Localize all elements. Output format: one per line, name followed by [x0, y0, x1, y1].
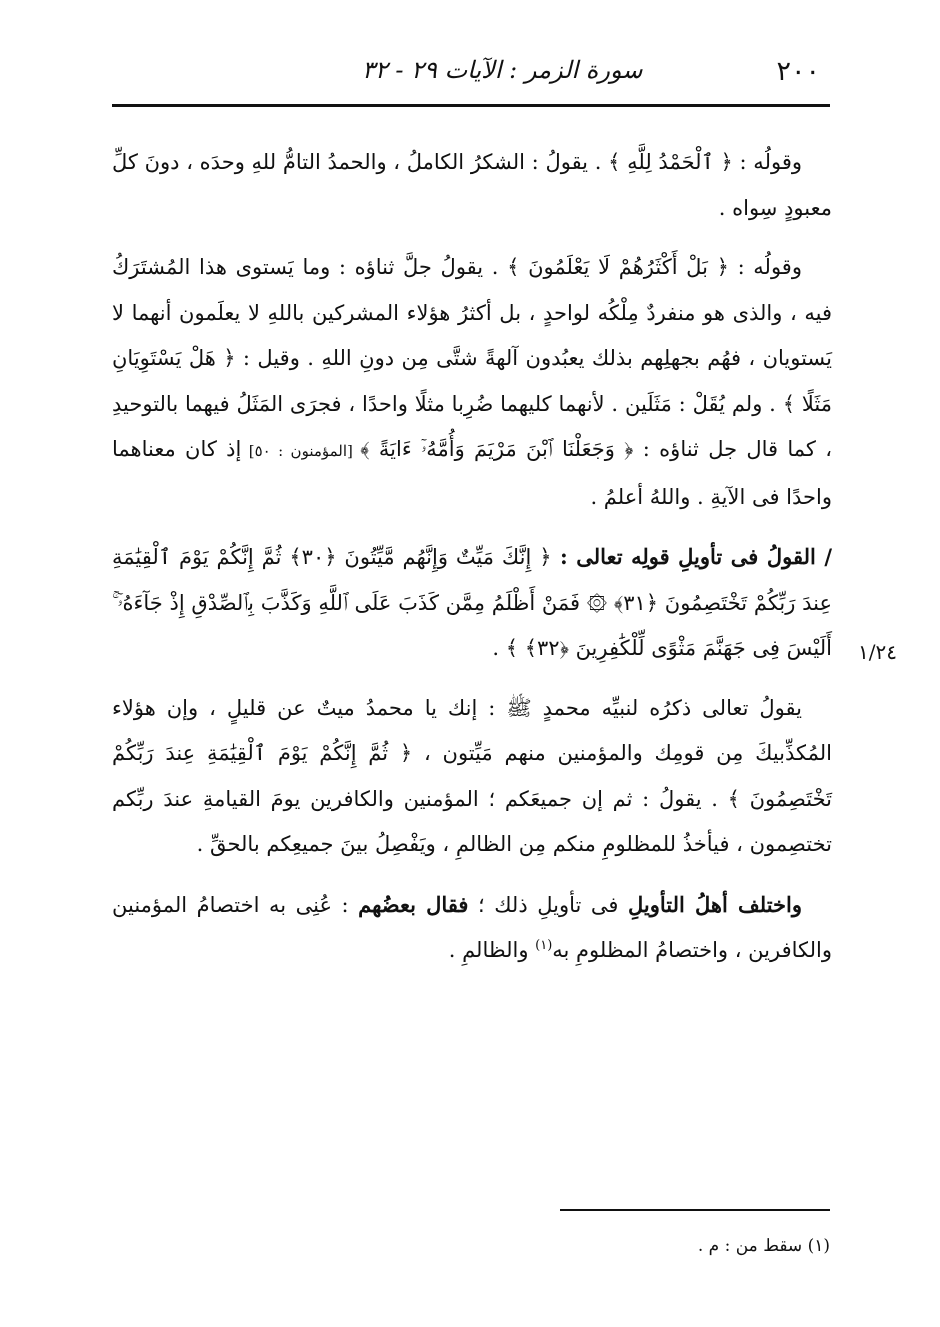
running-title: سورة الزمر : الآيات ٢٩ - ٣٢ [362, 56, 643, 84]
text: والظالمِ . [448, 938, 536, 962]
text: . ولم يُقَلْ : مَثَلَين . لأنهما كليهما ضُرِبا مثلًا واحدًا ، فجرَى المَثَلُ فيهما بالتوحيدِ ، كما قال جل ثناؤه : [112, 391, 832, 461]
page-header [112, 52, 830, 96]
quran-quote: ﴿ بَلْ أَكْثَرُهُمْ لَا يَعْلَمُونَ ﴾ [507, 255, 729, 279]
paragraph-5 [112, 882, 832, 974]
section-heading: / القولُ فى تأويلِ قولِه تعالى : [551, 544, 832, 569]
text: . يقولُ : الشكرُ الكاملُ ، والحمدُ التامُّ للهِ وحدَه ، دونَ كلِّ معبودٍ سِواه . [112, 150, 832, 220]
quran-quote: ﴿ ٱلْحَمْدُ لِلَّهِ ﴾ [608, 150, 733, 174]
footnote-marker: (١) [535, 938, 553, 953]
text: إذ كان معناهما واحدًا فى الآيةِ . واللهُ أعلمُ . [112, 437, 832, 509]
bold-phrase: واختلف أهلُ التأويلِ [627, 891, 802, 917]
paragraph-1 [112, 140, 832, 231]
text: . يقولُ : ثم إن جميعَكم ؛ المؤمنين والكافرين يومَ القيامةِ عندَ ربِّكم تختصِمون ، فيأخذُ للمظلومِ منكم مِن الظالمِ ، ويَفْصِلُ بينَ جميعِكم بالحقِّ . [112, 786, 832, 856]
quran-quote: ﴿ وَجَعَلْنَا ٱبْنَ مَرْيَمَ وَأُمَّهُۥٓ ءَايَةً ﴾ [360, 437, 634, 461]
footnote: (١) سقط من : م . [697, 1236, 830, 1256]
text: وقولُه : [728, 255, 802, 279]
quran-quote: ﴿ إِنَّكَ مَيِّتٌ وَإِنَّهُم مَّيِّتُونَ ﴿٣٠﴾ ثُمَّ إِنَّكُمْ يَوْمَ ٱلْقِيَٰمَةِ عِندَ رَبِّكُمْ تَخْتَصِمُونَ ﴿٣١﴾ ۞ فَمَنْ أَظْلَمُ مِمَّن كَذَبَ عَلَى ٱللَّهِ وَكَذَّبَ بِٱلصِّدْقِ إِذْ جَآءَهُۥٓ ۚ أَلَيْسَ فِى جَهَنَّمَ مَثْوًى لِّلْكَٰفِرِينَ ﴿٣٢﴾ ﴾ [112, 545, 833, 660]
bold-phrase: فقال بعضُهم [358, 891, 469, 917]
text: فى تأويلِ ذلك ؛ [468, 892, 628, 917]
header-rule [112, 104, 830, 107]
margin-reference: ١/٢٤ [858, 640, 897, 664]
text: . [492, 636, 506, 660]
text: . يقولُ جلَّ ثناؤه : وما يَستوى هذا المُشتَرَكُ فيه ، والذى هو منفردٌ مِلْكُه لواحدٍ ، بل أكثرُ هؤلاء المشركين باللهِ لا يعلَمون أنهما لا يَستويان ، فهُم بجهلِهم بذلك يعبُدون آلهةً شتَّى مِن دونِ اللهِ . وقيل : [112, 255, 833, 370]
text: يقولُ تعالى ذكرُه لنبيِّه محمدٍ ﷺ : إنك يا محمدُ ميتٌ عن قليلٍ ، وإن هؤلاء المُكذِّبيكَ مِن قومِك والمؤمنين منهم مَيِّتون ، [112, 695, 833, 765]
main-text [112, 140, 832, 988]
footnote-rule [560, 1209, 830, 1211]
verse-reference: [المؤمنون : ٥٠] [241, 442, 361, 460]
text: : عُنِى به اختصامُ المؤمنين والكافرين ، واختصامُ المظلومِ به [112, 892, 832, 962]
quran-quote: ﴿ ثُمَّ إِنَّكُمْ يَوْمَ ٱلْقِيَٰمَةِ عِندَ رَبِّكُمْ تَخْتَصِمُونَ ﴾ [112, 741, 832, 811]
paragraph-4 [112, 686, 832, 868]
page-number: ٢٠٠ [776, 56, 820, 87]
paragraph-2 [112, 245, 832, 520]
text: وقولُه : [732, 150, 802, 174]
quran-quote: ﴿ هَلْ يَسْتَوِيَانِ مَثَلًا ﴾ [112, 346, 832, 416]
paragraph-3 [112, 534, 832, 672]
